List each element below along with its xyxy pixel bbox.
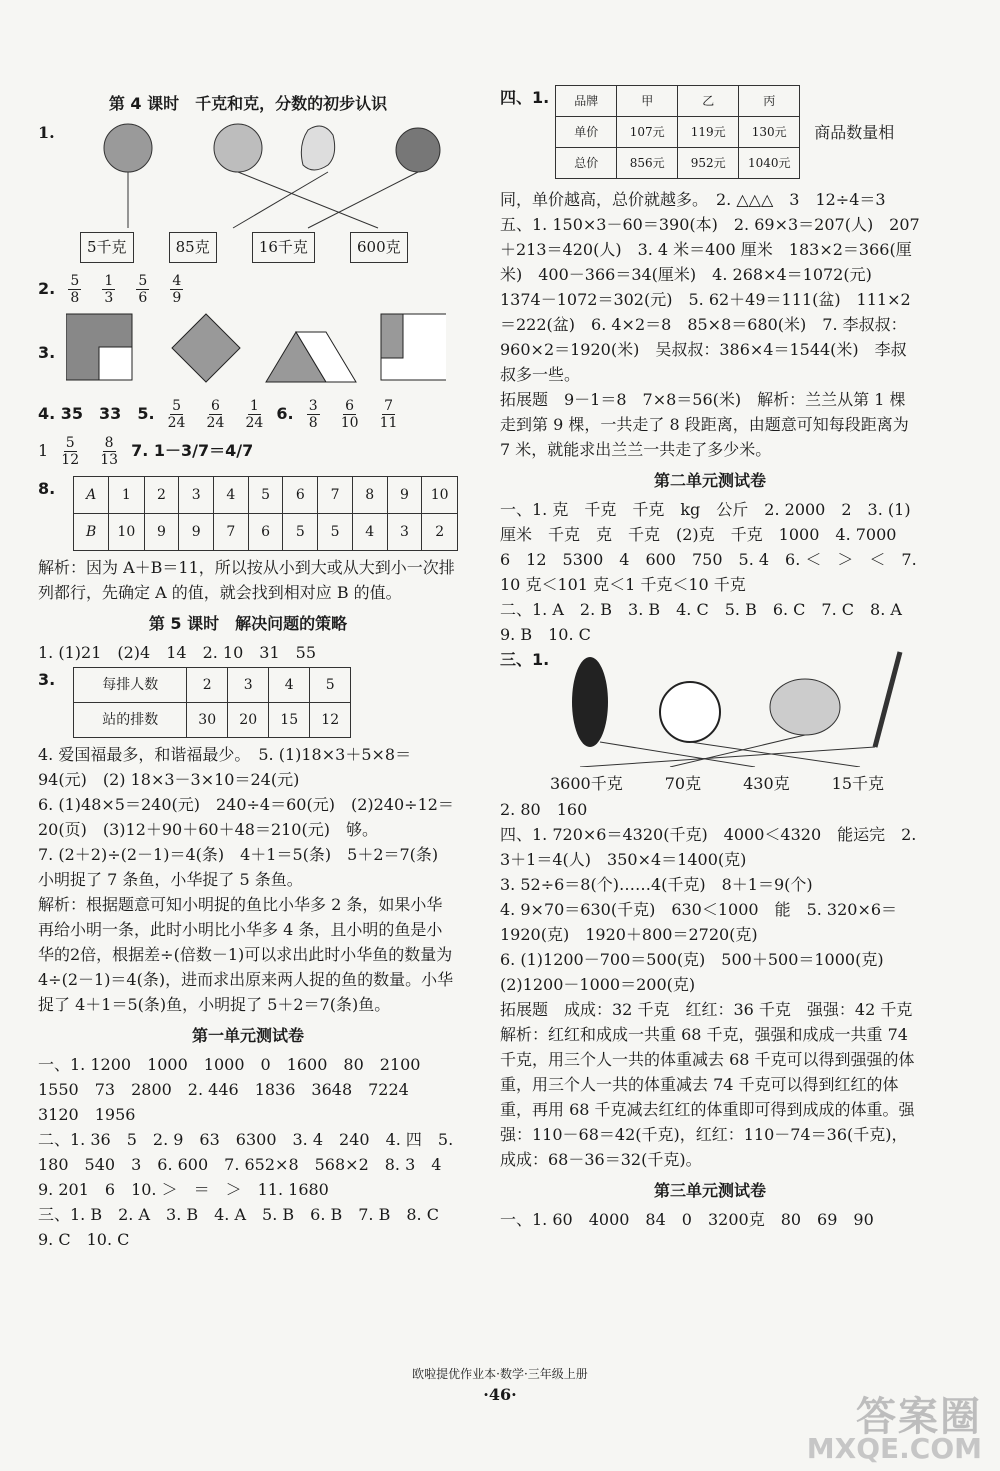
weight-box: 600克 bbox=[350, 232, 408, 263]
q8-analysis: 解析：因为 A＋B＝11，所以按从小到大或从大到小一次排列都行，先确定 A 的值，就会找到相对应 B 的值。 bbox=[38, 558, 455, 602]
fraction bbox=[307, 398, 320, 431]
table-cell: 乙 bbox=[678, 86, 739, 117]
l5-body: 4. 爱国福最多，和谐福最少。 5. (1)18×3＋5×8＝94(元) (2) 18×3－3×10＝24(元) 6. (1)48×5＝240(元) 240÷4＝60(元) (2)240÷12＝20(页) (3)12＋90＋60＋48＝210(元) 够。 7. (2＋2)÷(2－1)＝4(条) 4＋1＝5(条) 5＋2＝7(条) 小明捉了 7 条鱼，小华捉了 5 条鱼。 解析：根据题意可知小明捉的鱼比小华多 2 条，如果小华再给小明一条，此时小明比小华多 4 条，且小明的鱼是小华的2倍，根据差÷(倍数－1)可以求出此时小华鱼的数量为 4÷(2－1)＝4(条)，进而求出原来两人捉的鱼的数量。小华捉了 4＋1＝5(条)鱼，小明捉了 5＋2＝7(条)鱼。 bbox=[38, 745, 454, 1014]
unit2-title: 第二单元测试卷 bbox=[653, 471, 766, 490]
weight-label: 15千克 bbox=[831, 774, 885, 793]
watermark-logo: 答案圈 bbox=[856, 1394, 982, 1440]
fraction bbox=[170, 273, 183, 306]
unit3-body: 一、1. 60 4000 84 0 3200克 80 69 90 bbox=[500, 1210, 874, 1229]
fraction bbox=[68, 273, 81, 306]
numerator: 1 bbox=[104, 273, 114, 289]
table-cell: 130元 bbox=[739, 117, 800, 148]
q4-label: 四、1. bbox=[500, 88, 550, 107]
q1-label: 1. bbox=[38, 123, 55, 142]
q4-q5-text: 4. 35 33 5. bbox=[38, 404, 155, 423]
weight-label: 430克 bbox=[743, 774, 790, 793]
table-cell: 3 bbox=[179, 477, 214, 514]
table-cell: 20 bbox=[228, 703, 269, 738]
q1-matching-figure bbox=[78, 120, 458, 230]
table-cell: 6 bbox=[248, 514, 283, 551]
q1-weight-boxes bbox=[80, 232, 418, 263]
numerator: 5 bbox=[70, 273, 80, 289]
q2-label: 2. bbox=[38, 279, 56, 298]
table-cell: A bbox=[74, 477, 109, 514]
price-table bbox=[555, 85, 800, 179]
book-footer: 欧啦提优作业本·数学·三年级上册 bbox=[412, 1367, 588, 1381]
table-row bbox=[556, 86, 800, 117]
numerator: 4 bbox=[172, 273, 182, 289]
numerator: 5 bbox=[138, 273, 148, 289]
watermelon-icon bbox=[104, 124, 152, 172]
table-cell: 2 bbox=[187, 668, 228, 703]
q3-shaded-shapes bbox=[66, 312, 446, 392]
lesson4-title: 第 4 课时 千克和克，分数的初步认识 bbox=[108, 94, 388, 113]
denominator: 8 bbox=[70, 290, 80, 306]
table-cell: 1040元 bbox=[739, 148, 800, 179]
table-cell: 每排人数 bbox=[74, 668, 187, 703]
table-cell: 单价 bbox=[556, 117, 617, 148]
table-cell: 7 bbox=[214, 514, 249, 551]
numerator: 6 bbox=[345, 398, 355, 414]
table-cell: 品牌 bbox=[556, 86, 617, 117]
q1-block bbox=[38, 120, 458, 265]
table-cell: B bbox=[74, 514, 109, 551]
page-number: ·46· bbox=[483, 1385, 517, 1404]
numerator: 8 bbox=[104, 435, 114, 451]
table-cell: 3 bbox=[387, 514, 422, 551]
numerator: 6 bbox=[211, 398, 220, 414]
denominator: 11 bbox=[379, 415, 398, 431]
basketball-icon bbox=[214, 124, 262, 172]
unit2-q3-weights bbox=[550, 771, 884, 796]
unit2-q3-figure bbox=[540, 647, 920, 767]
table-cell: 5 bbox=[310, 668, 351, 703]
table-row bbox=[74, 668, 351, 703]
q8-label: 8. bbox=[38, 479, 56, 498]
right-body-a: 同，单价越高，总价就越多。 2. △△△ 3 12÷4＝3 五、1. 150×3－60＝390(本) 2. 69×3＝207(人) 207＋213＝420(人) 3. 4 米＝400 厘米 183×2＝366(厘米) 400－366＝34(厘米) 4. 268×4＝1072(元) 1374－1072＝302(元) 5. 62＋49＝111(盆) 111×2＝222(盆) 6. 4×2＝8 85×8＝680(米) 7. 李叔叔：960×2＝1920(米) 吴叔叔：386×4＝1544(米) 李叔叔多一些。 拓展题 9－1＝8 7×8＝56(米) 解析：兰兰从第 1 棵走到第 9 棵，一共走了 8 段距离，由题意可知每段距离为 7 米，就能求出兰兰一共走了多少米。 bbox=[500, 190, 920, 459]
denominator: 13 bbox=[100, 452, 119, 468]
q2-line bbox=[38, 273, 458, 306]
fraction bbox=[207, 398, 225, 431]
match-line bbox=[233, 172, 328, 228]
table-row bbox=[74, 514, 458, 551]
q7-text: 7. 1－3/7＝4/7 bbox=[131, 441, 254, 460]
match-line bbox=[600, 742, 755, 767]
denominator: 8 bbox=[308, 415, 318, 431]
l5-q1: 1. (1)21 (2)4 14 2. 10 31 55 bbox=[38, 643, 317, 662]
denominator: 12 bbox=[61, 452, 80, 468]
watermark-url: MXQE.COM bbox=[806, 1432, 982, 1465]
weight-box: 5千克 bbox=[80, 232, 134, 263]
denominator: 24 bbox=[167, 415, 186, 431]
table-cell: 6 bbox=[283, 477, 318, 514]
table-cell: 2 bbox=[144, 477, 179, 514]
table-cell: 站的排数 bbox=[74, 703, 187, 738]
q8-block bbox=[38, 476, 458, 551]
table-cell: 119元 bbox=[678, 117, 739, 148]
l5-q3-label: 3. bbox=[38, 670, 56, 689]
fraction bbox=[168, 398, 186, 431]
q6b-text: 1 bbox=[38, 441, 49, 460]
numerator: 1 bbox=[249, 398, 259, 414]
denominator: 24 bbox=[206, 415, 225, 431]
table-cell: 7 bbox=[318, 477, 353, 514]
table-cell: 856元 bbox=[617, 148, 678, 179]
denominator: 10 bbox=[340, 415, 359, 431]
fraction bbox=[380, 398, 398, 431]
table-cell: 甲 bbox=[617, 86, 678, 117]
table-cell: 30 bbox=[187, 703, 228, 738]
table-cell: 9 bbox=[387, 477, 422, 514]
table-row bbox=[556, 117, 800, 148]
numerator: 5 bbox=[65, 435, 75, 451]
denominator: 6 bbox=[138, 290, 148, 306]
match-line bbox=[238, 172, 378, 228]
unit2-body-b: 2. 80 160 四、1. 720×6＝4320(千克) 4000＜4320 能运完 2. 3＋1＝4(人) 350×4＝1400(克) 3. 52÷6＝8(个)……4(千克) 8＋1＝9(个) 4. 9×70＝630(千克) 630＜1000 能 5. 320×6＝1920(克) 1920＋800＝2720(克) 6. (1)1200－700＝500(克) 500＋500＝1000(克) (2)1200－1000＝200(克) 拓展题 成成：32 千克 红红：36 千克 强强：42 千克 解析：红红和成成一共重 68 千克，强强和成成一共重 74 千克，用三个人一共的体重减去 68 千克可以得到强强的体重，用三个人一共的体重减去 74 千克可以得到红红的体重，再用 68 千克减去红红的体重即可得到成成的体重。强强：110－68＝42(千克)，红红：110－74＝36(千克)，成成：68－36＝32(千克)。 bbox=[500, 800, 917, 1169]
match-line bbox=[580, 747, 875, 767]
fraction bbox=[341, 398, 359, 431]
numerator: 7 bbox=[384, 398, 394, 414]
table-row bbox=[74, 703, 351, 738]
table-cell: 5 bbox=[283, 514, 318, 551]
q3-block bbox=[38, 312, 458, 398]
table-cell: 4 bbox=[352, 514, 387, 551]
table-cell: 5 bbox=[318, 514, 353, 551]
q4-q6-line bbox=[38, 398, 458, 431]
fraction bbox=[136, 273, 149, 306]
q6-label: 6. bbox=[276, 404, 294, 423]
price-block bbox=[500, 85, 920, 179]
fraction bbox=[100, 435, 118, 468]
table-row bbox=[74, 477, 458, 514]
table-cell: 丙 bbox=[739, 86, 800, 117]
table-cell: 8 bbox=[352, 477, 387, 514]
q6b-q7-line bbox=[38, 435, 458, 468]
weight-box: 16千克 bbox=[252, 232, 315, 263]
fraction bbox=[61, 435, 79, 468]
penguin-icon bbox=[572, 657, 608, 747]
l5-q3-table bbox=[73, 667, 351, 738]
l5-q3-block bbox=[38, 667, 458, 738]
soccer-ball-icon bbox=[660, 682, 720, 742]
q8-table bbox=[73, 476, 458, 551]
table-cell: 3 bbox=[228, 668, 269, 703]
table-cell: 10 bbox=[109, 514, 145, 551]
numerator: 5 bbox=[172, 398, 181, 414]
table-cell: 15 bbox=[269, 703, 310, 738]
weight-label: 70克 bbox=[664, 774, 702, 793]
elephant-icon bbox=[770, 679, 840, 735]
match-line bbox=[690, 742, 860, 767]
left-column bbox=[38, 85, 458, 1252]
table-row bbox=[556, 148, 800, 179]
denominator: 24 bbox=[245, 415, 264, 431]
weight-label: 3600千克 bbox=[550, 774, 623, 793]
fraction bbox=[102, 273, 115, 306]
pen-icon bbox=[875, 652, 900, 747]
q3-label: 3. bbox=[38, 343, 56, 362]
fraction bbox=[245, 398, 263, 431]
unit2-body: 一、1. 克 千克 千克 kg 公斤 2. 2000 2 3. (1)厘米 千克 克 千克 (2)克 千克 1000 4. 7000 6 12 5300 4 600 750 5. 4 6. ＜ ＞ ＜ 7. 10 克＜101 克＜1 千克＜10 千克 二、1. A 2. B 3. B 4. C 5. B 6. C 7. C 8. A 9. B 10. C bbox=[500, 500, 917, 644]
table-cell: 总价 bbox=[556, 148, 617, 179]
table-cell: 1 bbox=[109, 477, 145, 514]
dog-icon bbox=[301, 126, 334, 170]
right-column bbox=[500, 85, 920, 1232]
table-cell: 4 bbox=[269, 668, 310, 703]
unit1-body: 一、1. 1200 1000 1000 0 1600 80 2100 1550 73 2800 2. 446 1836 3648 7224 3120 1956 二、1. 36 5 2. 9 63 6300 3. 4 240 4. 四 5. 180 540 3 6. 600 7. 652×8 568×2 8. 3 4 9. 201 6 10. ＞ ＝ ＞ 11. 1680 三、1. B 2. A 3. B 4. A 5. B 6. B 7. B 8. C 9. C 10. C bbox=[38, 1055, 454, 1249]
denominator: 9 bbox=[172, 290, 182, 306]
table-cell: 9 bbox=[144, 514, 179, 551]
weight-box: 85克 bbox=[169, 232, 217, 263]
match-line bbox=[308, 172, 418, 228]
lesson5-title: 第 5 课时 解决问题的策略 bbox=[148, 614, 348, 633]
table-cell: 9 bbox=[179, 514, 214, 551]
unit2-q3-block bbox=[500, 647, 920, 797]
table-cell: 952元 bbox=[678, 148, 739, 179]
table-cell: 2 bbox=[422, 514, 458, 551]
table-cell: 12 bbox=[310, 703, 351, 738]
unit2-q3-label: 三、1. bbox=[500, 650, 550, 669]
q4-side-text: 商品数量相 bbox=[814, 122, 895, 142]
unit3-title: 第三单元测试卷 bbox=[653, 1181, 766, 1200]
tomato-icon bbox=[396, 128, 440, 172]
table-cell: 4 bbox=[214, 477, 249, 514]
unit1-title: 第一单元测试卷 bbox=[191, 1026, 304, 1045]
table-cell: 107元 bbox=[617, 117, 678, 148]
numerator: 3 bbox=[308, 398, 318, 414]
denominator: 3 bbox=[104, 290, 114, 306]
table-cell: 5 bbox=[248, 477, 283, 514]
table-cell: 10 bbox=[422, 477, 458, 514]
